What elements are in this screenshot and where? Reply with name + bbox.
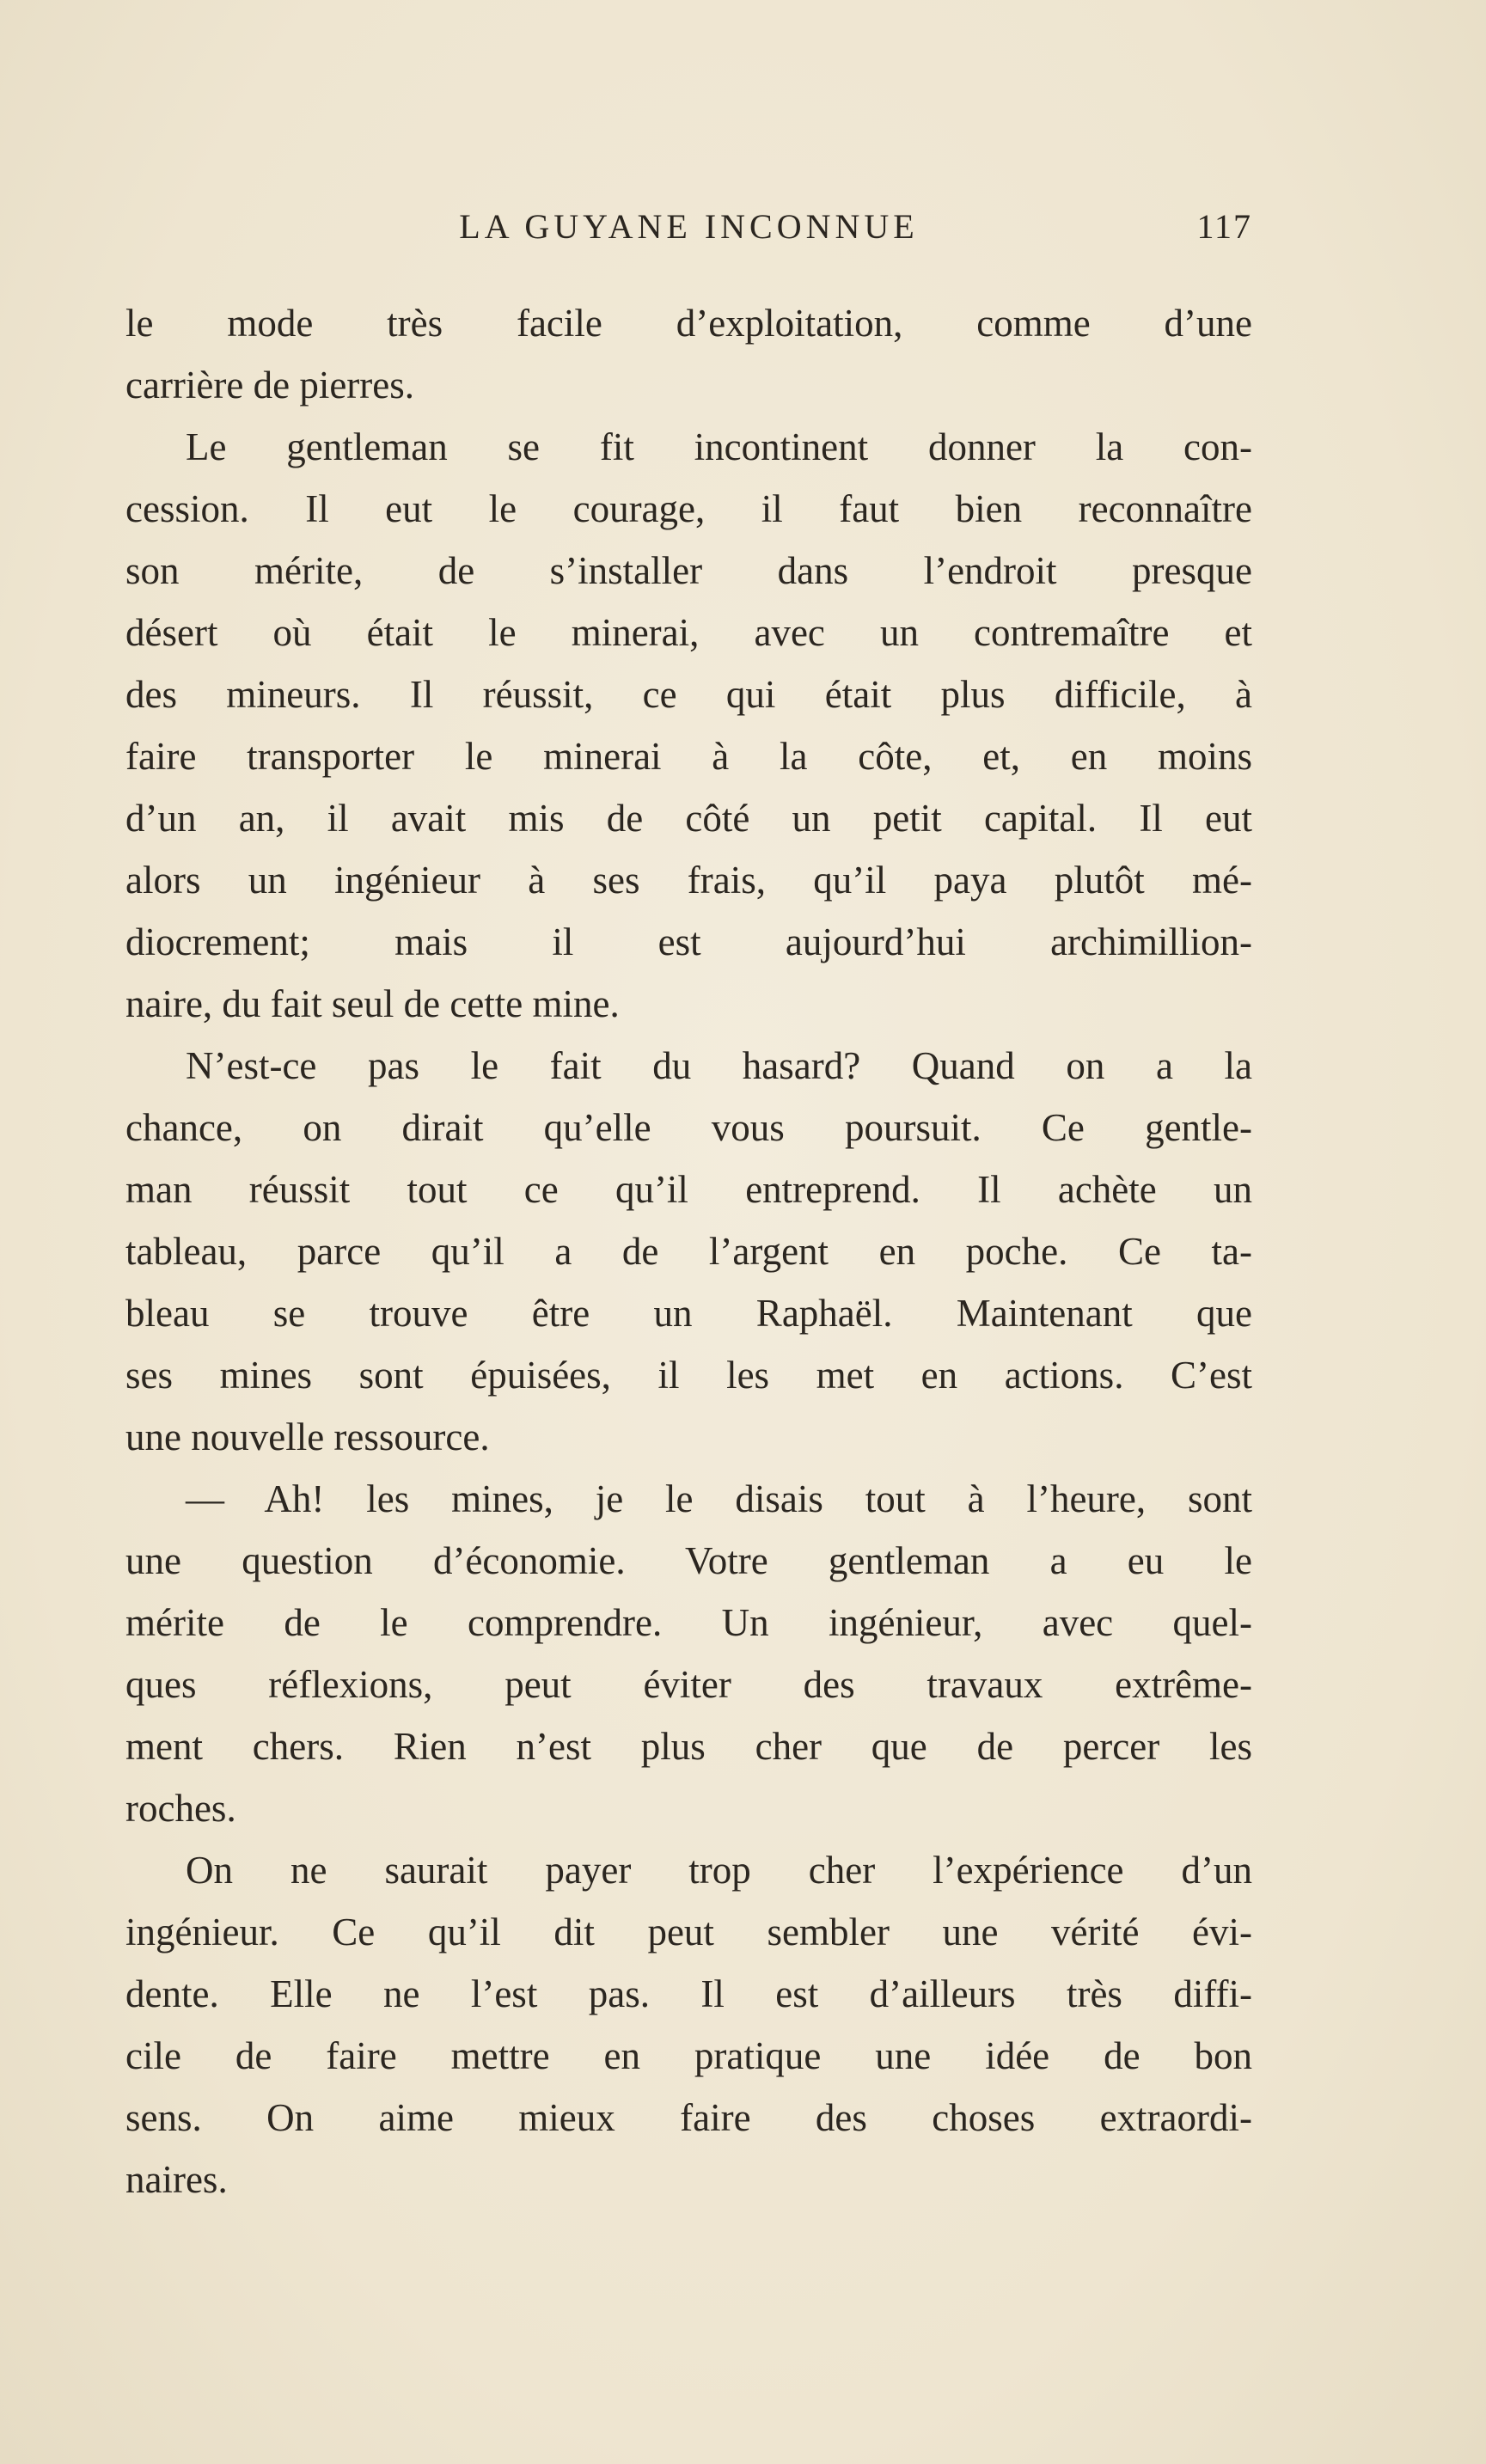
text-line: mérite de le comprendre. Un ingénieur, avec quel- [125, 1601, 1252, 1644]
running-header [125, 206, 1252, 258]
text-line: cile de faire mettre en pratique une idée de bon [125, 2034, 1252, 2077]
text-line: désert où était le minerai, avec un contremaître et [125, 611, 1252, 654]
text-line: dente. Elle ne l’est pas. Il est d’ailleurs très diffi- [125, 1972, 1252, 2015]
page-number: 117 [1196, 207, 1252, 246]
text-line: bleau se trouve être un Raphaël. Maintenant que [125, 1292, 1252, 1335]
text-line: alors un ingénieur à ses frais, qu’il paya plutôt mé- [125, 859, 1252, 902]
text-line: naire, du fait seul de cette mine. [125, 982, 620, 1025]
text-line: une question d’économie. Votre gentleman a eu le [125, 1539, 1252, 1582]
text-line: ses mines sont épuisées, il les met en actions. C’est [125, 1354, 1252, 1397]
text-line: roches. [125, 1787, 236, 1830]
text-line: ingénieur. Ce qu’il dit peut sembler une vérité évi- [125, 1911, 1252, 1953]
text-line: diocrement; mais il est aujourd’hui archimillion- [125, 920, 1252, 963]
body-text [125, 292, 1252, 2210]
text-line: chance, on dirait qu’elle vous poursuit. Ce gentle- [125, 1106, 1252, 1149]
text-line: cession. Il eut le courage, il faut bien reconnaître [125, 487, 1252, 530]
text-line: une nouvelle ressource. [125, 1415, 490, 1458]
text-line: sens. On aime mieux faire des choses extraordi- [125, 2096, 1252, 2139]
text-line: naires. [125, 2158, 228, 2201]
text-line: Le gentleman se fit incontinent donner la con- [186, 425, 1252, 468]
text-line: ques réflexions, peut éviter des travaux extrême- [125, 1663, 1252, 1706]
text-line: — Ah! les mines, je le disais tout à l’heure, sont [186, 1477, 1252, 1520]
text-line: son mérite, de s’installer dans l’endroit presque [125, 549, 1252, 592]
text-line: carrière de pierres. [125, 364, 415, 407]
text-line: le mode très facile d’exploitation, comme d’une [125, 302, 1252, 345]
text-line: ment chers. Rien n’est plus cher que de percer les [125, 1725, 1252, 1768]
text-line: tableau, parce qu’il a de l’argent en poche. Ce ta- [125, 1230, 1252, 1273]
text-line: d’un an, il avait mis de côté un petit capital. Il eut [125, 797, 1252, 840]
text-line: man réussit tout ce qu’il entreprend. Il achète un [125, 1168, 1252, 1211]
text-line: On ne saurait payer trop cher l’expérience d’un [186, 1849, 1252, 1892]
text-line: des mineurs. Il réussit, ce qui était plus difficile, à [125, 673, 1252, 716]
running-title: LA GUYANE INCONNUE [459, 207, 919, 246]
text-line: faire transporter le minerai à la côte, et, en moins [125, 735, 1252, 778]
text-line: N’est-ce pas le fait du hasard? Quand on a la [186, 1044, 1252, 1087]
